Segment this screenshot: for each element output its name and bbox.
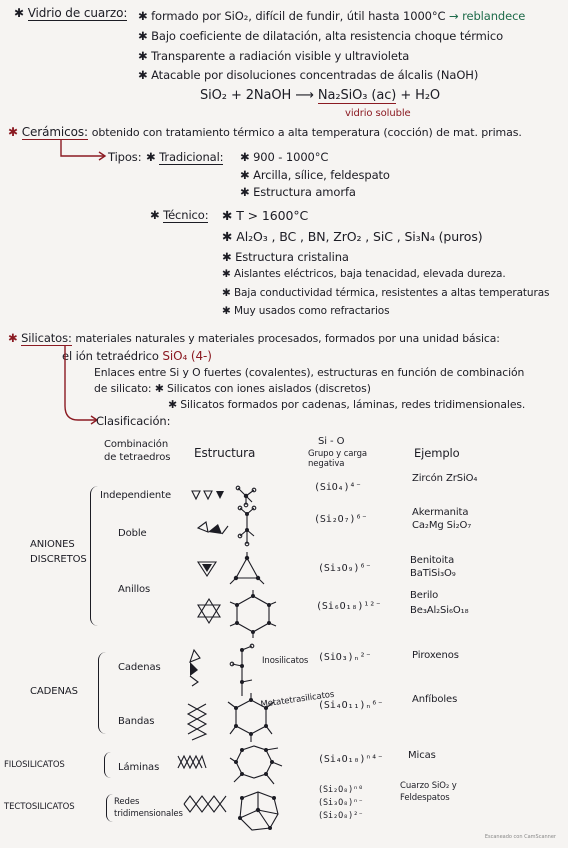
- example-doble: Akermanita Ca₂Mg Si₂O₇: [412, 507, 472, 531]
- vidrio-line-3: ✱ Transparente a radiación visible y ultravioleta: [138, 49, 410, 63]
- note-metatetrasilicatos: Metatetrasilicatos: [260, 689, 335, 710]
- star-ring-icon: [196, 598, 222, 624]
- example-laminas: Micas: [408, 750, 436, 761]
- silicatos-line-5: ✱ Silicatos formados por cadenas, láminas, redes tridimensionales.: [168, 398, 526, 411]
- row-name-independiente: Independiente: [100, 490, 172, 501]
- tecnico-label: Técnico:: [163, 208, 209, 222]
- product-note: vidrio soluble: [345, 108, 411, 119]
- asterisk-icon: ✱: [8, 125, 18, 139]
- vidrio-line-2: ✱ Bajo coeficiente de dilatación, alta resistencia choque térmico: [138, 29, 504, 43]
- vidrio-line-4-text: Atacable por disoluciones concentradas de álcalis (NaOH): [151, 68, 479, 82]
- tetraedro-formula: SiO₄ (4-): [162, 349, 212, 363]
- chain-tetra-icon: [184, 648, 204, 688]
- asterisk-icon: ✱: [8, 331, 18, 345]
- molecule-sheet-icon: [228, 744, 284, 790]
- silicatos-line-2-text: el ión tetraédrico: [62, 349, 159, 363]
- tetrahedron-pair-icon: [196, 518, 232, 538]
- row-name-doble: Doble: [118, 528, 147, 539]
- tecnico-heading: ✱ Técnico:: [150, 208, 209, 222]
- formula-bandas: (Si₄O₁₁)ₙ⁶⁻: [318, 700, 384, 711]
- silicatos-tipo-2: Silicatos formados por cadenas, láminas, redes tridimensionales.: [180, 398, 526, 411]
- ceramicos-definition: obtenido con tratamiento térmico a alta temperatura (cocción) de mat. primas.: [91, 126, 522, 139]
- brace-tectosilicatos: [106, 794, 113, 822]
- formula-cadenas: (SiO₃)ₙ²⁻: [318, 652, 372, 663]
- reaction: [200, 88, 440, 103]
- molecule-ring6-icon: [228, 590, 278, 640]
- formula-ring6: (Si₆O₁₈)¹²⁻: [316, 601, 382, 612]
- tecnico-item-text: Baja conductividad térmica, resistentes a altas temperaturas: [233, 287, 550, 299]
- network-tetra-icon: [182, 794, 230, 814]
- row-name-bandas: Bandas: [118, 716, 155, 727]
- ceramicos-heading: [8, 125, 522, 139]
- formula-doble: (Si₂O₇)⁶⁻: [314, 514, 368, 525]
- header-estructura: Estructura: [194, 446, 256, 460]
- molecule-independiente-icon: [234, 484, 258, 508]
- tecnico-item-text: Estructura cristalina: [235, 250, 349, 264]
- silicatos-line-1: materiales naturales y materiales procesados, formados por una unidad básica:: [75, 332, 500, 345]
- asterisk-icon: ✱: [14, 6, 24, 20]
- vidrio-line-1: ✱ formado por SiO₂, difícil de fundir, útil hasta 1000°C → reblandece: [138, 9, 526, 23]
- formula-laminas: (Si₄O₁₀)ⁿ⁴⁻: [318, 754, 384, 765]
- brace-cadenas: [98, 652, 107, 734]
- tecnico-item: ✱ Aislantes eléctricos, baja tenacidad, elevada dureza.: [222, 268, 506, 280]
- silicatos-line-3: Enlaces entre Si y O fuertes (covalentes), estructuras en función de combinación: [94, 366, 525, 379]
- molecule-network-icon: [232, 788, 286, 834]
- clasificacion-label: Clasificación:: [96, 414, 171, 428]
- vidrio-section-title: [14, 6, 127, 20]
- tradicional-item: ✱ 900 - 1000°C: [240, 150, 329, 164]
- row-name-redes: Redes tridimensionales: [114, 797, 183, 819]
- vidrio-line-2-text: Bajo coeficiente de dilatación, alta resistencia choque térmico: [151, 29, 504, 43]
- example-ring6: Berilo Be₃Al₂Si₆O₁₈: [410, 590, 469, 616]
- tecnico-item-text: Al₂O₃ , BC , BN, ZrO₂ , SiC , Si₃N₄ (puros): [236, 229, 483, 244]
- tradicional-item-text: Estructura amorfa: [253, 185, 356, 199]
- formula-independiente: (SiO₄)⁴⁻: [314, 482, 362, 493]
- group-cadenas: CADENAS: [30, 686, 78, 697]
- tradicional-item: ✱ Arcilla, sílice, feldespato: [240, 168, 390, 182]
- header-grupo: Grupo y carga negativa: [308, 449, 368, 469]
- reaction-product: Na₂SiO₃ (ac): [317, 88, 397, 103]
- triangle-ring-icon: [196, 560, 218, 578]
- scanner-text: Escaneado con CamScanner: [484, 834, 556, 840]
- group-aniones-discretos: ANIONES DISCRETOS: [30, 539, 87, 565]
- silicatos-tipo-1: Silicatos con iones aislados (discretos): [167, 382, 371, 395]
- tecnico-item: ✱ T > 1600°C: [222, 208, 309, 223]
- ceramicos-title: Cerámicos:: [21, 125, 88, 139]
- tradicional-item: ✱ Estructura amorfa: [240, 185, 356, 199]
- brace-aniones: [90, 486, 99, 626]
- formula-ring3: (Si₃O₉)⁶⁻: [318, 563, 372, 574]
- row-name-cadenas: Cadenas: [118, 662, 161, 673]
- tecnico-item-text: Muy usados como refractarios: [233, 305, 390, 317]
- brace-filosilicatos: [104, 752, 111, 778]
- tecnico-item: ✱ Estructura cristalina: [222, 250, 349, 264]
- reaction-right: + H₂O: [400, 88, 441, 103]
- reaction-left: SiO₂ + 2NaOH ⟶: [200, 88, 314, 103]
- tradicional-label: Tradicional:: [159, 150, 224, 164]
- row-name-anillos: Anillos: [118, 584, 151, 595]
- tipos-label: Tipos:: [108, 150, 142, 164]
- vidrio-line-4: ✱ Atacable por disoluciones concentradas de álcalis (NaOH): [138, 68, 479, 82]
- molecule-ring3-icon: [228, 552, 266, 590]
- example-ring3: Benitoita BaTiSi₃O₉: [410, 555, 456, 579]
- header-ejemplo: Ejemplo: [414, 446, 460, 460]
- vidrio-line-3-text: Transparente a radiación visible y ultravioleta: [151, 49, 410, 63]
- header-combinacion: Combinación de tetraedros: [104, 439, 171, 463]
- molecule-doble-icon: [232, 506, 262, 552]
- example-redes: Cuarzo SiO₂ y Feldespatos: [400, 781, 457, 803]
- silicatos-line-4: de silicato: ✱ Silicatos con iones aislados (discretos): [94, 382, 371, 395]
- silicatos-line-4-text: de silicato:: [94, 382, 152, 395]
- tradicional-item-text: Arcilla, sílice, feldespato: [253, 168, 390, 182]
- tradicional-item-text: 900 - 1000°C: [253, 150, 329, 164]
- arrow-icon: [60, 140, 110, 164]
- tecnico-item: ✱ Muy usados como refractarios: [222, 305, 390, 317]
- formula-redes: (Si₂O₈)ⁿ⁰ (Si₃O₈)ⁿ⁻ (Si₂O₈)²⁻: [318, 785, 364, 821]
- group-tectosilicatos: TECTOSILICATOS: [4, 802, 75, 812]
- note-inosilicatos: Inosilicatos: [262, 656, 309, 666]
- row-name-laminas: Láminas: [118, 762, 160, 773]
- silicatos-heading: [8, 331, 500, 345]
- tecnico-item: ✱ Baja conductividad térmica, resistentes a altas temperaturas: [222, 287, 550, 299]
- reblandece-note: → reblandece: [449, 9, 526, 23]
- tecnico-item-text: Aislantes eléctricos, baja tenacidad, elevada dureza.: [233, 268, 506, 280]
- tradicional-heading: ✱ Tradicional:: [146, 150, 224, 164]
- header-si-o: Si - O: [318, 436, 345, 447]
- vidrio-line-1-text: formado por SiO₂, difícil de fundir, útil hasta 1000°C: [151, 9, 446, 23]
- group-filosilicatos: FILOSILICATOS: [4, 760, 65, 770]
- example-cadenas: Piroxenos: [412, 650, 459, 661]
- sheet-tetra-icon: [176, 754, 208, 772]
- tetrahedron-icon: [190, 488, 230, 502]
- example-bandas: Anfíboles: [412, 694, 458, 705]
- tecnico-item-text: T > 1600°C: [236, 208, 309, 223]
- tecnico-item: ✱ Al₂O₃ , BC , BN, ZrO₂ , SiC , Si₃N₄ (puros): [222, 229, 483, 244]
- silicatos-title: Silicatos:: [21, 331, 72, 345]
- vidrio-title: Vidrio de cuarzo:: [27, 6, 128, 20]
- example-independiente: Zircón ZrSiO₄: [412, 473, 478, 484]
- scanner-watermark: [485, 834, 556, 840]
- band-tetra-icon: [184, 702, 210, 742]
